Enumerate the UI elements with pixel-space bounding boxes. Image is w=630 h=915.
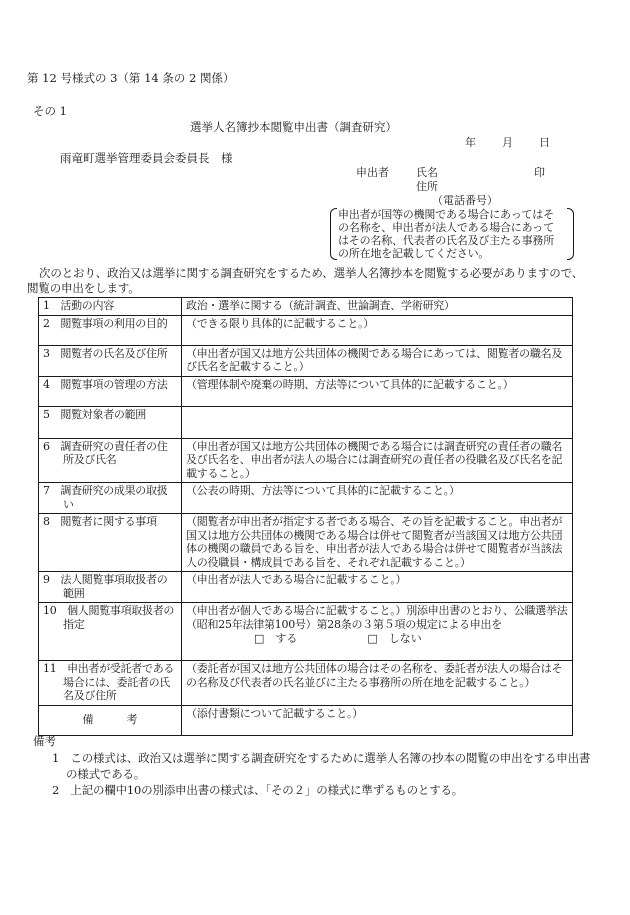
row-content[interactable]: （申出者が国又は地方公共団体の機関である場合には調査研究の責任者の職名及び氏名を、申出者が法人の場合には調査研究の責任者の役職名及び氏名を記載すること。） [182,438,573,483]
table-row [39,483,573,514]
row-label: 9 法人閲覧事項取扱者の範囲 [39,572,182,603]
row-content[interactable]: 政治・選挙に関する（統計調査、世論調査、学術研究） [182,298,573,316]
row-content[interactable] [182,406,573,438]
table-row [39,345,573,376]
table-row [39,603,573,661]
date-month: 月 [502,136,513,149]
addressee: 雨竜町選挙管理委員会委員長 様 [60,151,233,165]
designation-choice [186,632,568,646]
row-label: 備 考 [39,705,182,735]
applicant-label: 申出者 [356,166,389,179]
date-line [465,136,550,150]
intro-paragraph: 次のとおり、政治又は選挙に関する調査研究をするため、選挙人名簿抄本を閲覧する必要がありますので、閲覧の申出をします。 [27,266,584,295]
note-line: 申出者が国等の機関である場合にあってはそ [338,208,554,221]
row-content[interactable]: （申出者が個人である場合に記載すること。）別添申出書のとおり、公職選挙法（昭和25年法律第100号）第28条の３第５項の規定による申出を □ する □ しない [182,603,573,661]
row-content[interactable]: （管理体制や廃棄の時期、方法等について具体的に記載すること。） [182,376,573,406]
note-bracket-right [567,208,574,260]
remarks-item: 2 上記の欄中10の別添申出書の様式は、「その２」の様式に準ずるものとする。 [52,783,464,797]
table-row [39,376,573,406]
seal-mark: 印 [534,166,545,179]
row-label: 4 閲覧事項の管理の方法 [39,376,182,406]
row-label: 6 調査研究の責任者の住所及び氏名 [39,438,182,483]
row-label: 3 閲覧者の氏名及び住所 [39,345,182,376]
table-row [39,514,573,572]
table-row [39,298,573,316]
row-label: 11 申出者が受託者である場合には、委託者の氏名及び住所 [39,661,182,706]
row-content[interactable]: （できる限り具体的に記載すること。） [182,315,573,345]
note-line: の名称を、申出者が法人である場合にあって [338,221,554,234]
row-content[interactable]: （委託者が国又は地方公共団体の場合はその名称を、委託者が法人の場合はその名称及び代表者の氏名並びに主たる事務所の所在地を記載すること。） [182,661,573,706]
row-content[interactable]: （添付書類について記載すること。） [182,705,573,735]
remarks-item: 1 この様式は、政治又は選挙に関する調査研究をするために選挙人名簿の抄本の閲覧の申出をする申出書の様式である。 [52,751,591,781]
document-title: 選挙人名簿抄本閲覧申出書（調査研究） [190,120,397,134]
remarks-heading: 備考 [33,734,56,748]
form-variant: その 1 [33,104,67,118]
applicant-phone-label: （電話番号） [432,194,498,207]
application-table [38,297,573,736]
table-row [39,406,573,438]
checkbox-yes[interactable]: □ する [254,632,298,645]
row-content[interactable]: （公表の時期、方法等について具体的に記載すること。） [182,483,573,514]
applicant-note-box [330,208,570,260]
row-label: 1 活動の内容 [39,298,182,316]
row-content[interactable]: （申出者が国又は地方公共団体の機関である場合にあっては、閲覧者の職名及び氏名を記載すること。） [182,345,573,376]
row-content[interactable]: （申出者が法人である場合に記載すること。） [182,572,573,603]
row-label: 8 閲覧者に関する事項 [39,514,182,572]
table-row [39,661,573,706]
date-year: 年 [465,136,476,149]
row-label: 5 閲覧対象者の範囲 [39,406,182,438]
table-row [39,438,573,483]
form-number: 第 12 号様式の 3（第 14 条の 2 関係） [27,71,235,85]
table-row [39,572,573,603]
table-row [39,705,573,735]
row-label: 7 調査研究の成果の取扱い [39,483,182,514]
date-day: 日 [539,136,550,149]
row-label: 2 閲覧事項の利用の目的 [39,315,182,345]
row-content[interactable]: （閲覧者が申出者が指定する者である場合、その旨を記載すること。申出者が国又は地方公共団体の機関である場合は併せて閲覧者が当該国又は地方公共団体の機関の職員である旨を、申出者が法人である場合は併せて閲覧者が当該法人の役職員・構成員である旨を、それぞれ記載すること。） [182,514,573,572]
note-line: の所在地を記載してください。 [338,247,490,260]
note-bracket-left [330,208,337,260]
applicant-name-label: 氏名 [416,166,438,179]
row-label: 10 個人閲覧事項取扱者の指定 [39,603,182,661]
checkbox-no[interactable]: □ しない [367,632,422,645]
note-line: はその名称、代表者の氏名及び主たる事務所 [338,234,554,247]
applicant-address-label: 住所 [416,180,438,193]
table-row [39,315,573,345]
